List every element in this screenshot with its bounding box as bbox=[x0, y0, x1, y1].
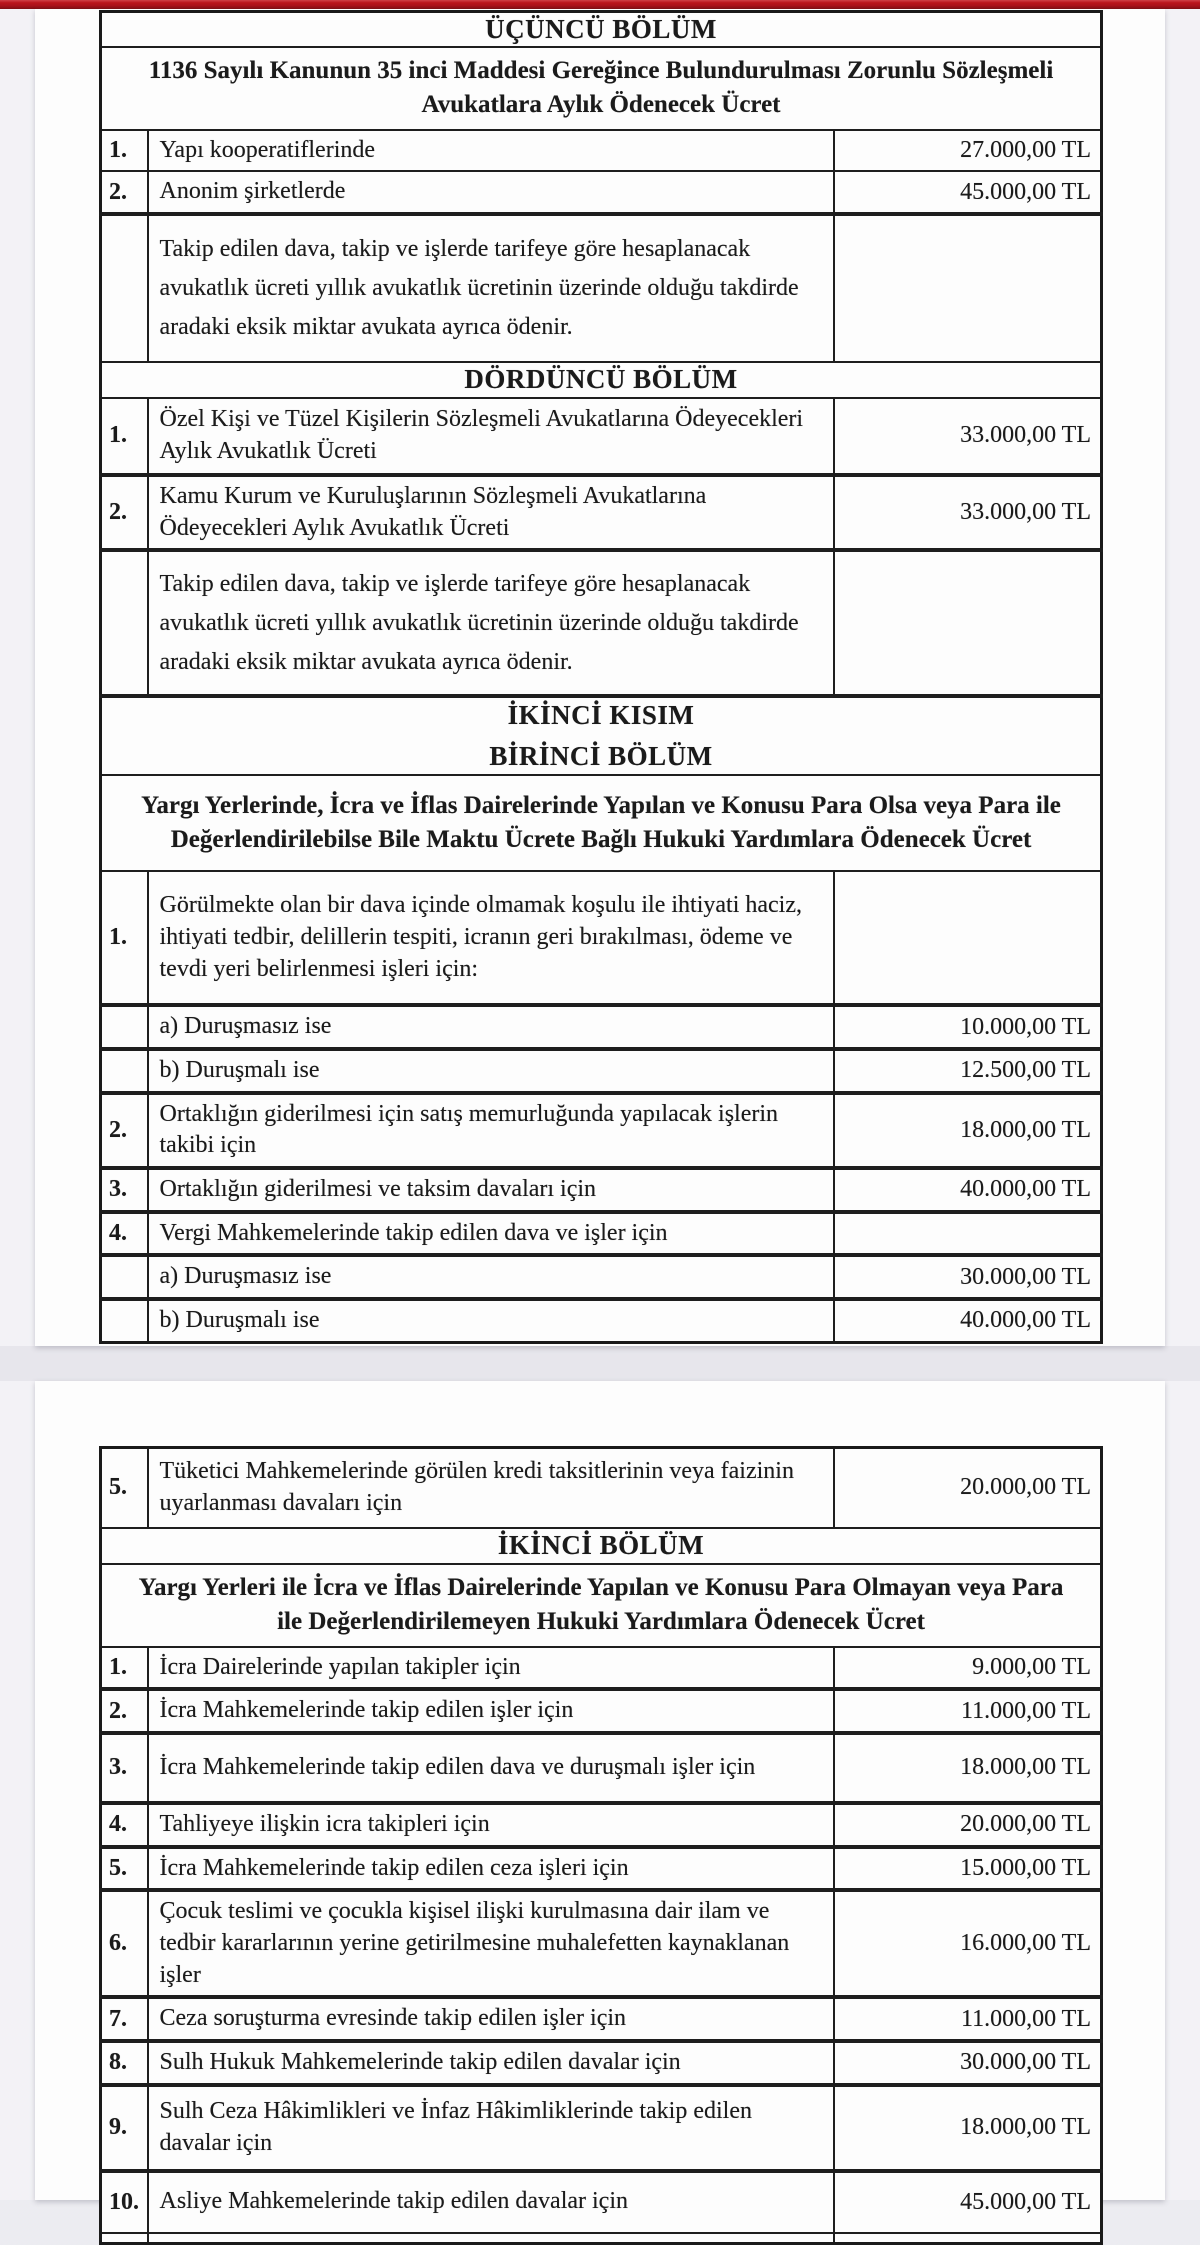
row-number: 10. bbox=[101, 2171, 148, 2233]
table-row bbox=[101, 1689, 1102, 1733]
table-row bbox=[101, 871, 1102, 1005]
table-row bbox=[101, 1997, 1102, 2041]
row-price: 40.000,00 TL bbox=[834, 1299, 1102, 1342]
bolum-label: BİRİNCİ BÖLÜM bbox=[489, 741, 713, 772]
row-description: Ceza soruşturma evresinde takip edilen işler için bbox=[148, 1997, 834, 2041]
tariff-table-1 bbox=[99, 10, 1103, 1344]
right-margin-strip bbox=[1165, 9, 1200, 2200]
row-description: Kamu Kurum ve Kuruluşlarının Sözleşmeli Avukatlarına Ödeyecekleri Aylık Avukatlık Ücreti bbox=[148, 475, 834, 550]
note-text: Takip edilen dava, takip ve işlerde tarifeye göre hesaplanacak avukatlık ücreti yıllık avukatlık ücretinin üzerinde olduğu takdirde aradaki eksik miktar avukata ayrıca ödenir. bbox=[148, 550, 834, 696]
row-price: 12.500,00 TL bbox=[834, 1049, 1102, 1093]
row-description: Ortaklığın giderilmesi ve taksim davaları için bbox=[148, 1168, 834, 1212]
row-number: 2. bbox=[101, 1093, 148, 1168]
row-number: 2. bbox=[101, 475, 148, 550]
section-title: Yargı Yerleri ile İcra ve İflas Dairelerinde Yapılan ve Konusu Para Olmayan veya Para ile Değerlendirilemeyen Hukuki Yardımlara Ödenecek Ücret bbox=[101, 1564, 1102, 1647]
row-number: 5. bbox=[101, 1448, 148, 1528]
row-description: a) Duruşmasız ise bbox=[148, 1005, 834, 1049]
row-number: 3. bbox=[101, 1733, 148, 1803]
row-description: Asliye Mahkemelerinde takip edilen davalar için bbox=[148, 2171, 834, 2233]
section-header-row bbox=[101, 1528, 1102, 1564]
row-price: 30.000,00 TL bbox=[834, 1255, 1102, 1299]
row-number: 3. bbox=[101, 1168, 148, 1212]
row-price bbox=[834, 2233, 1102, 2244]
row-description bbox=[148, 2233, 834, 2244]
row-number: 4. bbox=[101, 1212, 148, 1256]
row-price: 33.000,00 TL bbox=[834, 398, 1102, 475]
table-row bbox=[101, 1448, 1102, 1528]
row-price: 16.000,00 TL bbox=[834, 1890, 1102, 1997]
tariff-table-2 bbox=[99, 1446, 1103, 2245]
table-row bbox=[101, 1299, 1102, 1342]
partial-cutoff-row bbox=[101, 2233, 1102, 2244]
row-price: 33.000,00 TL bbox=[834, 475, 1102, 550]
section-title-row bbox=[101, 1564, 1102, 1647]
section-header-row bbox=[101, 696, 1102, 775]
section-header-row bbox=[101, 12, 1102, 47]
row-number: 8. bbox=[101, 2041, 148, 2085]
row-price: 30.000,00 TL bbox=[834, 2041, 1102, 2085]
document-page-2 bbox=[35, 1381, 1165, 2215]
row-description: Görülmekte olan bir dava içinde olmamak koşulu ile ihtiyati haciz, ihtiyati tedbir, delillerin tespiti, icranın geri bırakılması, ödeme ve tevdi yeri belirlenmesi işleri için: bbox=[148, 871, 834, 1005]
row-price: 40.000,00 TL bbox=[834, 1168, 1102, 1212]
table-row bbox=[101, 171, 1102, 214]
row-number bbox=[101, 1299, 148, 1342]
table-row bbox=[101, 1803, 1102, 1847]
table-row bbox=[101, 1093, 1102, 1168]
row-number: 5. bbox=[101, 1847, 148, 1891]
section-header-ikinci-kisim bbox=[101, 696, 1102, 775]
table-row bbox=[101, 475, 1102, 550]
table-row bbox=[101, 398, 1102, 475]
row-description: a) Duruşmasız ise bbox=[148, 1255, 834, 1299]
row-description: Ortaklığın giderilmesi için satış memurluğunda yapılacak işlerin takibi için bbox=[148, 1093, 834, 1168]
row-price: 45.000,00 TL bbox=[834, 2171, 1102, 2233]
row-description: İcra Mahkemelerinde takip edilen işler için bbox=[148, 1689, 834, 1733]
row-number: 1. bbox=[101, 1647, 148, 1690]
row-price: 45.000,00 TL bbox=[834, 171, 1102, 214]
row-number bbox=[101, 214, 148, 362]
table-row bbox=[101, 2041, 1102, 2085]
row-number: 1. bbox=[101, 871, 148, 1005]
table-row bbox=[101, 1733, 1102, 1803]
table-row bbox=[101, 1255, 1102, 1299]
row-price: 27.000,00 TL bbox=[834, 130, 1102, 172]
row-description: Sulh Hukuk Mahkemelerinde takip edilen davalar için bbox=[148, 2041, 834, 2085]
kisim-label: İKİNCİ KISIM bbox=[507, 700, 695, 731]
section-header-row bbox=[101, 362, 1102, 398]
section-title-row bbox=[101, 47, 1102, 130]
note-row bbox=[101, 214, 1102, 362]
section-header-ucuncu-bolum: ÜÇÜNCÜ BÖLÜM bbox=[101, 12, 1102, 47]
row-description: Sulh Ceza Hâkimlikleri ve İnfaz Hâkimliklerinde takip edilen davalar için bbox=[148, 2085, 834, 2171]
row-description: Çocuk teslimi ve çocukla kişisel ilişki kurulmasına dair ilam ve tedbir kararlarının yerine getirilmesine muhalefetten kaynaklanan işler bbox=[148, 1890, 834, 1997]
row-price bbox=[834, 214, 1102, 362]
row-price bbox=[834, 871, 1102, 1005]
row-number: 9. bbox=[101, 2085, 148, 2171]
row-price bbox=[834, 550, 1102, 696]
row-description: İcra Dairelerinde yapılan takipler için bbox=[148, 1647, 834, 1690]
table-row bbox=[101, 130, 1102, 172]
table-row bbox=[101, 1847, 1102, 1891]
section-header-ikinci-bolum: İKİNCİ BÖLÜM bbox=[101, 1528, 1102, 1564]
page-gap bbox=[0, 1346, 1200, 1381]
row-price: 18.000,00 TL bbox=[834, 1093, 1102, 1168]
table-row bbox=[101, 2171, 1102, 2233]
row-number: 2. bbox=[101, 1689, 148, 1733]
row-price: 11.000,00 TL bbox=[834, 1997, 1102, 2041]
note-row bbox=[101, 550, 1102, 696]
row-price: 10.000,00 TL bbox=[834, 1005, 1102, 1049]
document-page-1 bbox=[35, 9, 1165, 1346]
row-description: İcra Mahkemelerinde takip edilen dava ve duruşmalı işler için bbox=[148, 1733, 834, 1803]
row-description: b) Duruşmalı ise bbox=[148, 1049, 834, 1093]
row-number bbox=[101, 1049, 148, 1093]
section-title: 1136 Sayılı Kanunun 35 inci Maddesi Gereğince Bulundurulması Zorunlu Sözleşmeli Avukatlara Aylık Ödenecek Ücret bbox=[101, 47, 1102, 130]
row-number: 2. bbox=[101, 171, 148, 214]
row-number: 1. bbox=[101, 398, 148, 475]
row-number: 1. bbox=[101, 130, 148, 172]
row-number: 6. bbox=[101, 1890, 148, 1997]
left-margin-strip bbox=[0, 9, 35, 2200]
table-row bbox=[101, 1168, 1102, 1212]
row-number: 7. bbox=[101, 1997, 148, 2041]
row-price: 20.000,00 TL bbox=[834, 1448, 1102, 1528]
table-row bbox=[101, 1890, 1102, 1997]
row-number bbox=[101, 1005, 148, 1049]
table-row bbox=[101, 1049, 1102, 1093]
row-price: 20.000,00 TL bbox=[834, 1803, 1102, 1847]
row-number bbox=[101, 1255, 148, 1299]
row-description: b) Duruşmalı ise bbox=[148, 1299, 834, 1342]
row-description: Anonim şirketlerde bbox=[148, 171, 834, 214]
row-price: 18.000,00 TL bbox=[834, 1733, 1102, 1803]
table-row bbox=[101, 2085, 1102, 2171]
row-price: 11.000,00 TL bbox=[834, 1689, 1102, 1733]
row-description: Yapı kooperatiflerinde bbox=[148, 130, 834, 172]
section-header-dorduncu-bolum: DÖRDÜNCÜ BÖLÜM bbox=[101, 362, 1102, 398]
row-number bbox=[101, 2233, 148, 2244]
section-title-row bbox=[101, 775, 1102, 871]
row-description: Özel Kişi ve Tüzel Kişilerin Sözleşmeli Avukatlarına Ödeyecekleri Aylık Avukatlık Ücreti bbox=[148, 398, 834, 475]
note-text: Takip edilen dava, takip ve işlerde tarifeye göre hesaplanacak avukatlık ücreti yıllık avukatlık ücretinin üzerinde olduğu takdirde aradaki eksik miktar avukata ayrıca ödenir. bbox=[148, 214, 834, 362]
row-price: 9.000,00 TL bbox=[834, 1647, 1102, 1690]
row-number: 4. bbox=[101, 1803, 148, 1847]
row-number bbox=[101, 550, 148, 696]
table-row bbox=[101, 1005, 1102, 1049]
row-price bbox=[834, 1212, 1102, 1256]
top-red-bar bbox=[0, 0, 1200, 9]
section-title: Yargı Yerlerinde, İcra ve İflas Dairelerinde Yapılan ve Konusu Para Olsa veya Para ile Değerlendirilebilse Bile Maktu Ücrete Bağlı Hukuki Yardımlara Ödenecek Ücret bbox=[101, 775, 1102, 871]
table-row bbox=[101, 1212, 1102, 1256]
row-price: 15.000,00 TL bbox=[834, 1847, 1102, 1891]
row-description: Vergi Mahkemelerinde takip edilen dava ve işler için bbox=[148, 1212, 834, 1256]
table-row bbox=[101, 1647, 1102, 1690]
row-price: 18.000,00 TL bbox=[834, 2085, 1102, 2171]
row-description: Tüketici Mahkemelerinde görülen kredi taksitlerinin veya faizinin uyarlanması davaları için bbox=[148, 1448, 834, 1528]
row-description: Tahliyeye ilişkin icra takipleri için bbox=[148, 1803, 834, 1847]
row-description: İcra Mahkemelerinde takip edilen ceza işleri için bbox=[148, 1847, 834, 1891]
